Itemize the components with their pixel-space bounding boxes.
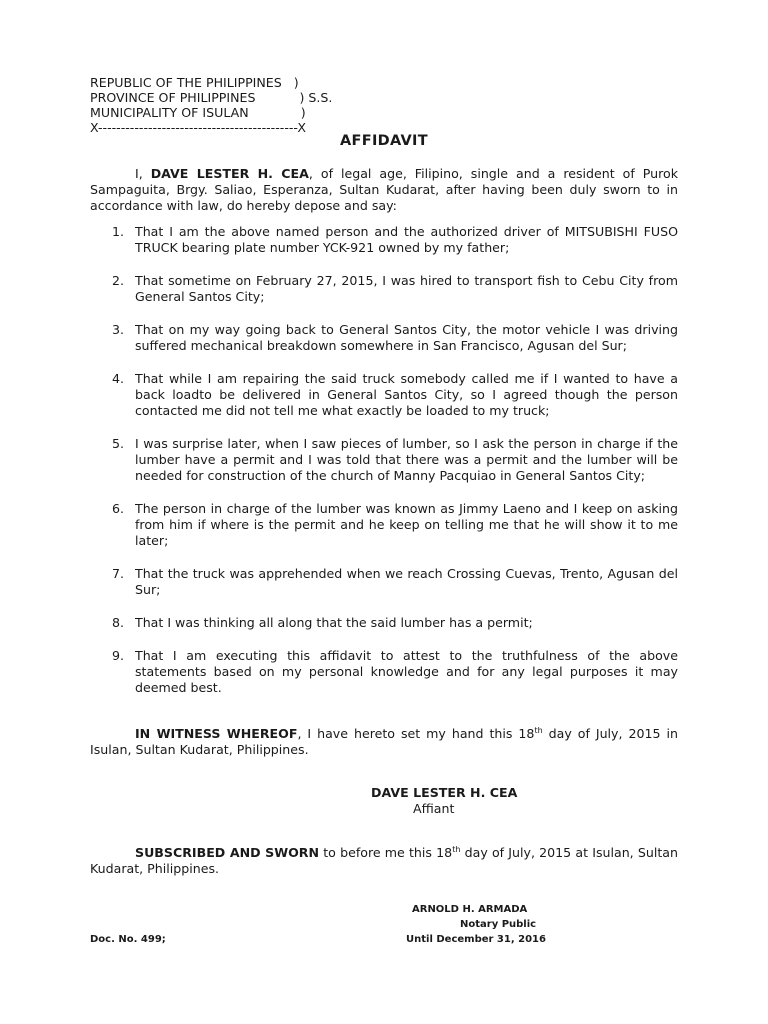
venue-caption (90, 75, 332, 135)
item-text: That the truck was apprehended when we reach Crossing Cuevas, Trento, Agusan del Sur; (135, 566, 678, 598)
statement-item (90, 273, 678, 305)
item-text: The person in charge of the lumber was known as Jimmy Laeno and I keep on asking from him if where is the permit and he keep on telling me that he will show it to me later; (135, 500, 678, 549)
jurat-text-end: day of July, 2015 at Isulan, Sultan Kudarat, Philippines. (90, 845, 678, 877)
item-text: That I am the above named person and the authorized driver of MITSUBISHI FUSO TRUCK bearing plate number YCK-921 owned by my father; (135, 224, 678, 256)
item-number: 4. (112, 370, 125, 386)
statement-item (90, 648, 678, 697)
jurat-heading: SUBSCRIBED AND SWORN (135, 845, 320, 860)
caption-line-municipality: MUNICIPALITY OF ISULAN ) (90, 105, 306, 120)
item-text: That sometime on February 27, 2015, I was hired to transport fish to Cebu City from General Santos City; (135, 272, 678, 305)
intro-text: , of legal age, Filipino, single and a resident of Purok Sampaguita, Brgy. Saliao, Esperanza, Sultan Kudarat, after having been duly sworn to in accordance with law, do hereby depose and say: (90, 166, 678, 214)
caption-line-province: PROVINCE OF PHILIPPINES ) S.S. (90, 90, 333, 105)
item-text: That I am executing this affidavit to attest to the truthfulness of the above statements based on my personal knowledge and for any legal purposes it may deemed best. (135, 647, 678, 696)
item-text: That on my way going back to General Santos City, the motor vehicle I was driving suffered mechanical breakdown somewhere in San Francisco, Agusan del Sur; (135, 321, 678, 354)
statement-item (90, 501, 678, 550)
statement-item (90, 615, 678, 631)
affiant-signature-name: DAVE LESTER H. CEA (371, 785, 518, 800)
document-number: Doc. No. 499; (90, 934, 166, 945)
witness-heading: IN WITNESS WHEREOF (135, 726, 298, 741)
item-number: 6. (112, 500, 125, 516)
item-text: That while I am repairing the said truck somebody called me if I wanted to have a back loadto be delivered in General Santos City, so I agreed though the person contacted me did not tell me what exactly be loaded to my truck; (135, 370, 678, 419)
witness-ordinal: th (534, 726, 543, 735)
item-number: 5. (112, 435, 125, 451)
item-number: 3. (112, 321, 125, 337)
intro-prefix: I, (135, 166, 151, 181)
commission-expiry: Until December 31, 2016 (406, 934, 546, 945)
item-number: 1. (112, 224, 125, 239)
notary-name: ARNOLD H. ARMADA (412, 904, 528, 915)
jurat-paragraph (90, 845, 678, 877)
item-number: 2. (112, 272, 125, 288)
witness-text-end: day of July, 2015 in Isulan, Sultan Kudarat, Philippines. (90, 726, 678, 758)
item-number: 8. (112, 614, 125, 630)
intro-paragraph (90, 166, 678, 215)
caption-separator: X--------------------------------------------X (90, 120, 306, 135)
statement-item (90, 322, 678, 354)
caption-line-republic: REPUBLIC OF THE PHILIPPINES ) (90, 75, 299, 90)
notary-title: Notary Public (460, 919, 537, 930)
jurat-ordinal: th (452, 845, 461, 854)
affiant-label: Affiant (413, 801, 455, 816)
witness-text: , I have hereto set my hand this 18 (297, 726, 535, 741)
statement-item (90, 566, 678, 598)
statement-item (90, 371, 678, 420)
jurat-text: to before me this 18 (319, 845, 453, 860)
affiant-name-inline: DAVE LESTER H. CEA (150, 166, 309, 181)
statement-item (90, 436, 678, 485)
item-number: 9. (112, 647, 125, 663)
statement-item (90, 224, 678, 256)
item-number: 7. (112, 566, 125, 582)
item-text: That I was thinking all along that the said lumber has a permit; (135, 614, 533, 630)
statement-list (90, 224, 678, 713)
witness-paragraph (90, 726, 678, 758)
document-title: AFFIDAVIT (340, 133, 428, 149)
item-text: I was surprise later, when I saw pieces of lumber, so I ask the person in charge if the lumber have a permit and I was told that there was a permit and the lumber will be needed for construction of the church of Manny Pacquiao in General Santos City; (135, 435, 678, 484)
